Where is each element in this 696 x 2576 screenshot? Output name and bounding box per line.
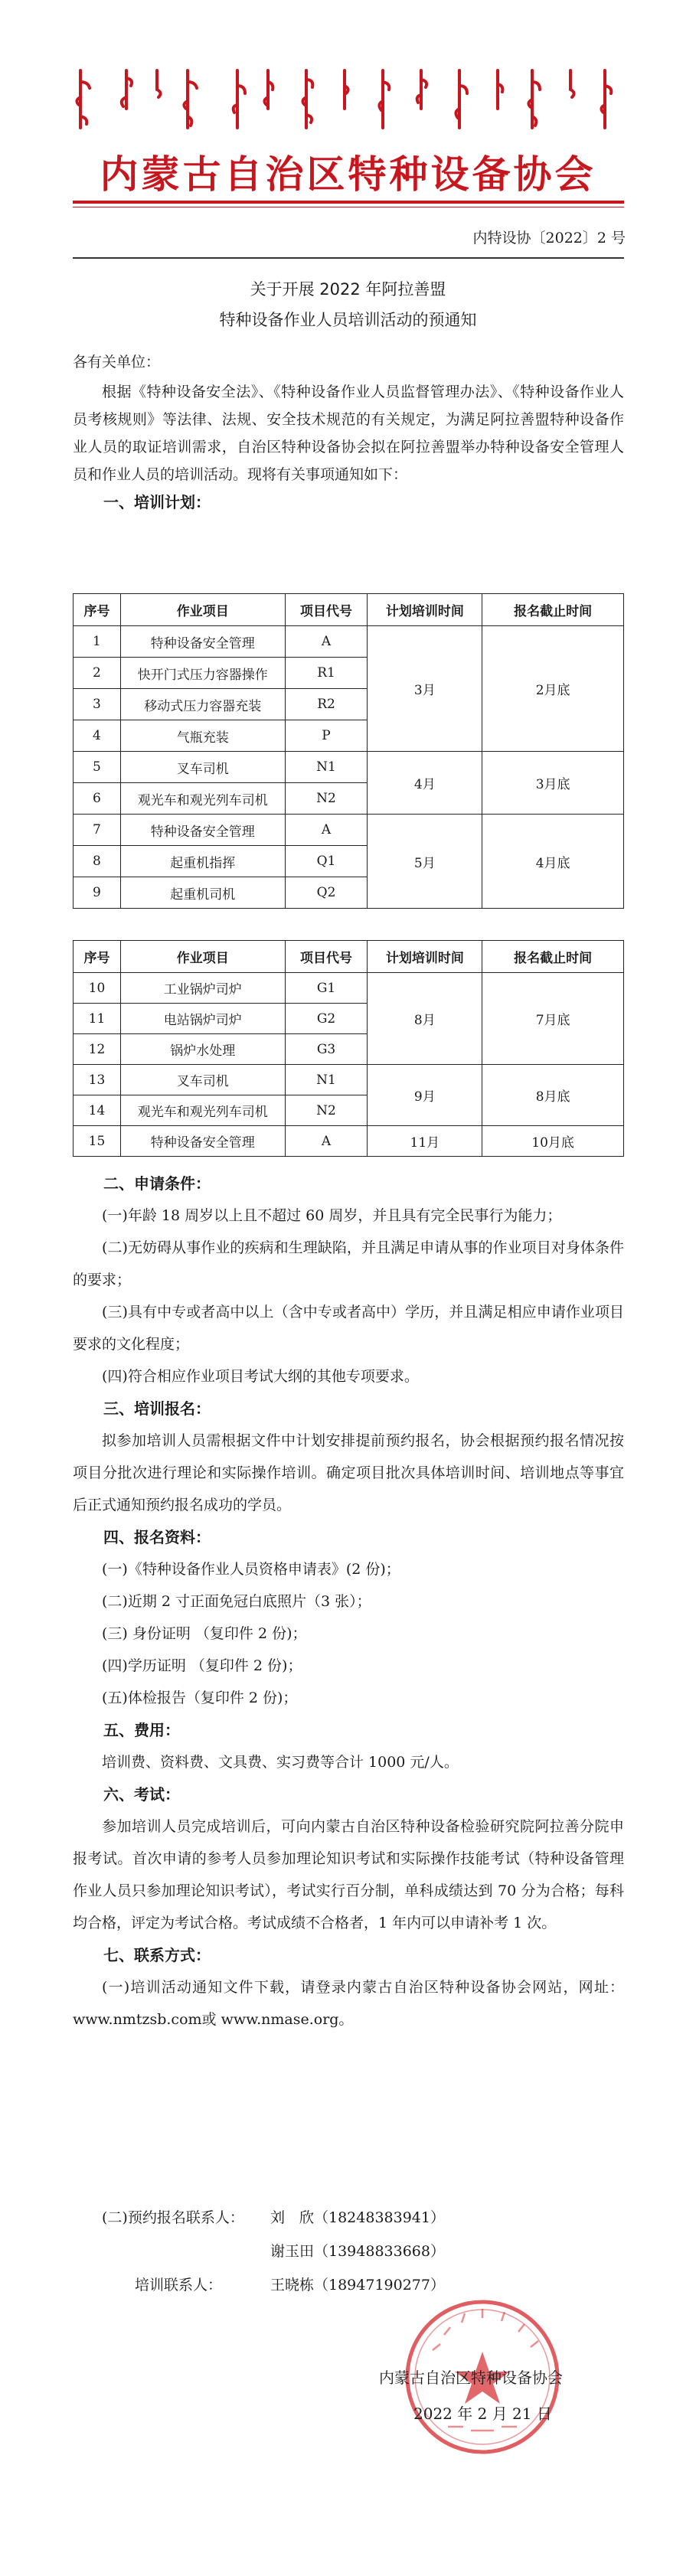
table-row [74, 973, 624, 1004]
signature-date: 2022 年 2 月 21 日 [413, 2405, 552, 2423]
cell-item: 叉车司机 [120, 1065, 285, 1095]
section-heading-fees: 五、费用： [103, 1721, 180, 1739]
condition-item: (二)无妨碍从事作业的疾病和生理缺陷，并且满足申请从事的作业项目对身体条件的要求； [73, 1239, 624, 1288]
header-cell-deadline: 报名截止时间 [482, 594, 624, 626]
condition-item: (四)符合相应作业项目考试大纲的其他专项要求。 [102, 1368, 419, 1385]
cell-no: 3 [74, 689, 121, 720]
material-item: (三) 身份证明 （复印件 2 份)； [102, 1625, 307, 1642]
cell-train-time: 8月 [368, 973, 482, 1065]
fees-paragraph: 培训费、资料费、文具费、实习费等合计 1000 元/人。 [102, 1754, 459, 1771]
org-name-title: 内蒙古自治区特种设备协会 [100, 152, 596, 197]
cell-deadline: 10月底 [482, 1126, 624, 1157]
body-sections [73, 1167, 624, 2036]
material-item: (二)近期 2 寸正面免冠白底照片（3 张）； [102, 1593, 371, 1610]
cell-code: N2 [285, 783, 368, 815]
cell-code: Q2 [285, 877, 368, 909]
header-cell-no: 序号 [74, 941, 121, 973]
cell-code: N1 [285, 752, 368, 783]
header-divider [73, 257, 624, 259]
salutation [73, 348, 624, 376]
cell-train-time: 3月 [368, 626, 482, 752]
header-cell-item: 作业项目 [120, 941, 285, 973]
cell-deadline: 3月底 [482, 752, 624, 815]
material-item: (四)学历证明 （复印件 2 份)； [102, 1657, 302, 1674]
header-cell-no: 序号 [74, 594, 121, 626]
header-cell-deadline: 报名截止时间 [482, 941, 624, 973]
section-heading-conditions: 二、申请条件： [103, 1174, 211, 1193]
signature-org: 内蒙古自治区特种设备协会 [379, 2369, 563, 2387]
cell-code: R1 [285, 658, 368, 689]
salutation-text: 各有关单位： [73, 354, 161, 371]
cell-no: 1 [74, 626, 121, 658]
cell-code: R2 [285, 689, 368, 720]
header-cell-train-time: 计划培训时间 [368, 941, 482, 973]
cell-code: G3 [285, 1034, 368, 1065]
cell-train-time: 4月 [368, 752, 482, 815]
cell-item: 特种设备安全管理 [120, 626, 285, 658]
cell-item: 特种设备安全管理 [120, 815, 285, 846]
table-row [74, 815, 624, 846]
cell-item: 气瓶充装 [120, 720, 285, 752]
section-heading-plan: 一、培训计划： [103, 493, 211, 511]
cell-train-time: 11月 [368, 1126, 482, 1157]
table-header-row [74, 594, 624, 626]
document-title-line2: 特种设备作业人员培训活动的预通知 [219, 311, 477, 329]
cell-item: 叉车司机 [120, 752, 285, 783]
section-heading-materials: 四、报名资料： [103, 1528, 211, 1546]
cell-item: 工业锅炉司炉 [120, 973, 285, 1004]
cell-no: 10 [74, 973, 121, 1004]
cell-item: 观光车和观光列车司机 [120, 1095, 285, 1126]
cell-item: 特种设备安全管理 [120, 1126, 285, 1157]
intro-paragraph: 根据《特种设备安全法》、《特种设备作业人员监督管理办法》、《特种设备作业人员考核规则》等法律、法规、安全技术规范的有关规定，为满足阿拉善盟特种设备作业人员的取证培训需求，自治区特种设备协会拟在阿拉善盟举办特种设备安全管理人员和作业人员的培训活动。现将有关事项通知如下： [73, 384, 624, 483]
cell-code: Q1 [285, 846, 368, 877]
cell-code: A [285, 815, 368, 846]
cell-no: 11 [74, 1004, 121, 1034]
header-cell-item: 作业项目 [120, 594, 285, 626]
red-divider-thick [73, 201, 624, 204]
header-cell-code: 项目代号 [285, 594, 368, 626]
training-plan-table-2 [73, 940, 624, 1157]
cell-item: 移动式压力容器充装 [120, 689, 285, 720]
registration-contact-2: 谢玉田（13948833668） [270, 2243, 445, 2260]
cell-code: A [285, 626, 368, 658]
training-contact-1: 王晓栋（18947190277） [270, 2277, 445, 2294]
cell-no: 14 [74, 1095, 121, 1126]
cell-deadline: 7月底 [482, 973, 624, 1065]
document-number: 内特设协〔2022〕2 号 [472, 230, 626, 246]
cell-deadline: 8月底 [482, 1065, 624, 1126]
table-row [74, 1126, 624, 1157]
training-contact-label: 培训联系人： [135, 2277, 223, 2294]
cell-no: 9 [74, 877, 121, 909]
table-row [74, 626, 624, 658]
cell-no: 8 [74, 846, 121, 877]
cell-no: 15 [74, 1126, 121, 1157]
cell-train-time: 5月 [368, 815, 482, 909]
document-title-line1: 关于开展 2022 年阿拉善盟 [250, 280, 446, 299]
cell-no: 7 [74, 815, 121, 846]
cell-no: 2 [74, 658, 121, 689]
registration-contact-label: (二)预约报名联系人： [102, 2209, 244, 2226]
section-heading-contact: 七、联系方式： [103, 1946, 211, 1964]
table-row [74, 752, 624, 783]
cell-no: 6 [74, 783, 121, 815]
download-paragraph: (一)培训活动通知文件下载，请登录内蒙古自治区特种设备协会网站，网址：www.nmtzsb.com或 www.nmase.org。 [73, 1979, 624, 2028]
table-header-row [74, 941, 624, 973]
header-cell-code: 项目代号 [285, 941, 368, 973]
training-plan-table-1 [73, 593, 624, 909]
cell-no: 13 [74, 1065, 121, 1095]
table-row [74, 1065, 624, 1095]
cell-item: 快开门式压力容器操作 [120, 658, 285, 689]
section-heading-exam: 六、考试： [103, 1785, 180, 1804]
cell-item: 锅炉水处理 [120, 1034, 285, 1065]
cell-code: N2 [285, 1095, 368, 1126]
registration-paragraph: 拟参加培训人员需根据文件中计划安排提前预约报名，协会根据预约报名情况按项目分批次进行理论和实际操作培训。确定项目批次具体培训时间、培训地点等事宜后正式通知预约报名成功的学员。 [73, 1432, 624, 1513]
intro-section [73, 378, 624, 516]
exam-paragraph: 参加培训人员完成培训后，可向内蒙古自治区特种设备检验研究院阿拉善分院申报考试。首次申请的参考人员参加理论知识考试和实际操作技能考试（特种设备管理作业人员只参加理论知识考试），考试实行百分制，单科成绩达到 70 分为合格；每科均合格，评定为考试合格。考试成绩不合格者，1 年内可以申请补考 1 次。 [73, 1818, 624, 1931]
cell-code: P [285, 720, 368, 752]
cell-item: 起重机指挥 [120, 846, 285, 877]
cell-no: 4 [74, 720, 121, 752]
cell-deadline: 2月底 [482, 626, 624, 752]
registration-contact-1: 刘 欣（18248383941） [270, 2209, 445, 2226]
cell-item: 电站锅炉司炉 [120, 1004, 285, 1034]
cell-code: N1 [285, 1065, 368, 1095]
material-item: (五)体检报告（复印件 2 份)； [102, 1690, 298, 1706]
cell-train-time: 9月 [368, 1065, 482, 1126]
condition-item: (三)具有中专或者高中以上（含中专或者高中）学历，并且满足相应申请作业项目要求的文化程度； [73, 1304, 624, 1353]
cell-deadline: 4月底 [482, 815, 624, 909]
condition-item: (一)年龄 18 周岁以上且不超过 60 周岁，并且具有完全民事行为能力； [102, 1207, 562, 1224]
material-item: (一)《特种设备作业人员资格申请表》(2 份)； [102, 1561, 400, 1578]
section-heading-registration: 三、培训报名： [103, 1399, 211, 1418]
cell-code: A [285, 1126, 368, 1157]
cell-code: G1 [285, 973, 368, 1004]
cell-code: G2 [285, 1004, 368, 1034]
mongolian-script-header [73, 63, 624, 139]
cell-item: 观光车和观光列车司机 [120, 783, 285, 815]
cell-no: 12 [74, 1034, 121, 1065]
cell-no: 5 [74, 752, 121, 783]
header-cell-train-time: 计划培训时间 [368, 594, 482, 626]
cell-item: 起重机司机 [120, 877, 285, 909]
